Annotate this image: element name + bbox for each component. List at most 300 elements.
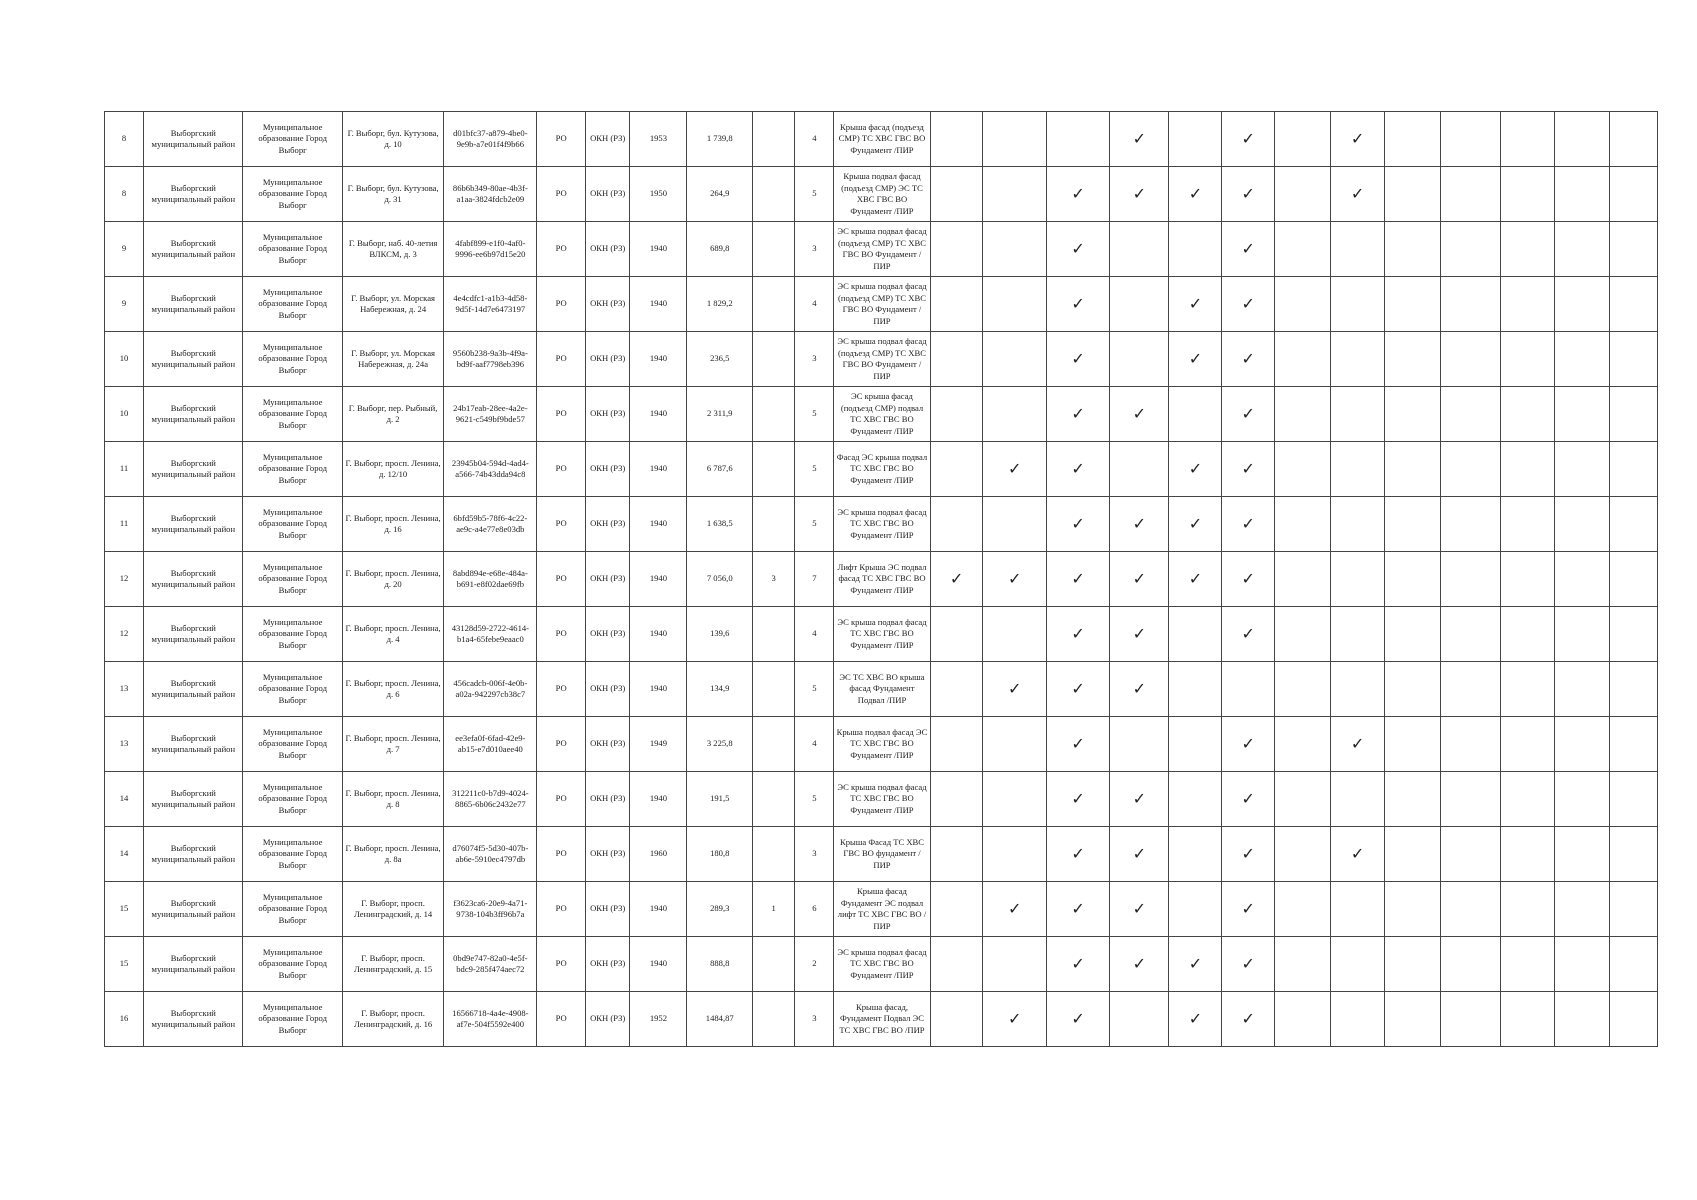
checkmark-icon: ✓ — [1132, 955, 1147, 973]
row-number: 14 — [105, 772, 144, 827]
count-a-cell — [753, 167, 795, 222]
checkmark-icon: ✓ — [1132, 625, 1147, 643]
fund-type-cell: РО — [537, 992, 586, 1047]
count-b-cell: 5 — [795, 442, 834, 497]
count-a-cell — [753, 607, 795, 662]
work-mark-cell — [1110, 552, 1169, 607]
work-mark-cell — [1110, 937, 1169, 992]
checkmark-icon: ✓ — [1132, 130, 1147, 148]
work-mark-cell — [1441, 332, 1501, 387]
work-mark-cell — [1331, 717, 1385, 772]
checkmark-icon: ✓ — [1241, 185, 1255, 203]
work-mark-cell — [1222, 277, 1275, 332]
work-mark-cell — [1110, 772, 1169, 827]
status-cell: ОКН (РЗ) — [586, 662, 630, 717]
checkmark-icon: ✓ — [1071, 680, 1085, 698]
checkmark-icon: ✓ — [1071, 790, 1085, 808]
work-mark-cell — [1385, 662, 1441, 717]
work-mark-cell — [1046, 387, 1109, 442]
work-mark-cell — [930, 662, 983, 717]
checkmark-icon: ✓ — [1241, 845, 1255, 863]
work-mark-cell — [1610, 992, 1658, 1047]
checkmark-icon: ✓ — [1241, 570, 1255, 588]
work-mark-cell — [1385, 937, 1441, 992]
work-mark-cell — [983, 607, 1046, 662]
work-mark-cell — [1275, 717, 1331, 772]
count-b-cell: 4 — [795, 717, 834, 772]
checkmark-icon: ✓ — [1071, 1010, 1085, 1028]
work-mark-cell — [1501, 552, 1555, 607]
work-mark-cell — [1046, 827, 1109, 882]
address-cell: Г. Выборг, пер. Рыбный, д. 2 — [342, 387, 443, 442]
checkmark-icon: ✓ — [1241, 405, 1255, 423]
work-mark-cell — [1275, 772, 1331, 827]
guid-cell: 43128d59-2722-4614-b1a4-65febe9eaac0 — [444, 607, 537, 662]
work-mark-cell — [1385, 442, 1441, 497]
work-mark-cell — [1222, 387, 1275, 442]
address-cell: Г. Выборг, просп. Ленина, д. 6 — [342, 662, 443, 717]
count-a-cell: 3 — [753, 552, 795, 607]
work-mark-cell — [930, 222, 983, 277]
address-cell: Г. Выборг, просп. Ленина, д. 7 — [342, 717, 443, 772]
address-cell: Г. Выборг, просп. Ленина, д. 8а — [342, 827, 443, 882]
district-cell: Выборгский муниципальный район — [144, 222, 243, 277]
work-mark-cell — [1222, 607, 1275, 662]
work-mark-cell — [1331, 937, 1385, 992]
work-mark-cell — [1385, 332, 1441, 387]
checkmark-icon: ✓ — [1132, 680, 1147, 698]
work-mark-cell — [1610, 442, 1658, 497]
fund-type-cell: РО — [537, 772, 586, 827]
work-mark-cell — [1501, 607, 1555, 662]
work-mark-cell — [1275, 112, 1331, 167]
work-mark-cell — [983, 497, 1046, 552]
year-built-cell: 1940 — [630, 277, 687, 332]
municipality-cell: Муниципальное образование Город Выборг — [243, 937, 342, 992]
works-list-cell: ЭС крыша подвал фасад ТС ХВС ГВС ВО Фундамент /ПИР — [834, 607, 930, 662]
fund-type-cell: РО — [537, 552, 586, 607]
fund-type-cell: РО — [537, 442, 586, 497]
work-mark-cell — [1331, 222, 1385, 277]
work-mark-cell — [930, 442, 983, 497]
work-mark-cell — [1110, 442, 1169, 497]
work-mark-cell — [1610, 167, 1658, 222]
address-cell: Г. Выборг, просп. Ленина, д. 20 — [342, 552, 443, 607]
work-mark-cell — [1385, 992, 1441, 1047]
work-mark-cell — [1385, 222, 1441, 277]
work-mark-cell — [1555, 222, 1610, 277]
work-mark-cell — [1046, 992, 1109, 1047]
district-cell: Выборгский муниципальный район — [144, 167, 243, 222]
checkmark-icon: ✓ — [1241, 515, 1255, 533]
fund-type-cell: РО — [537, 662, 586, 717]
work-mark-cell — [1169, 222, 1222, 277]
work-mark-cell — [1046, 772, 1109, 827]
work-mark-cell — [1501, 332, 1555, 387]
count-b-cell: 6 — [795, 882, 834, 937]
work-mark-cell — [1169, 717, 1222, 772]
work-mark-cell — [1331, 332, 1385, 387]
work-mark-cell — [1501, 277, 1555, 332]
checkmark-icon: ✓ — [1132, 900, 1147, 918]
work-mark-cell — [983, 772, 1046, 827]
work-mark-cell — [1385, 772, 1441, 827]
work-mark-cell — [983, 827, 1046, 882]
status-cell: ОКН (РЗ) — [586, 772, 630, 827]
guid-cell: 86b6b349-80ae-4b3f-a1aa-3824fdcb2e09 — [444, 167, 537, 222]
address-cell: Г. Выборг, ул. Морская Набережная, д. 24 — [342, 277, 443, 332]
row-number: 13 — [105, 717, 144, 772]
work-mark-cell — [1275, 222, 1331, 277]
row-number: 8 — [105, 112, 144, 167]
district-cell: Выборгский муниципальный район — [144, 937, 243, 992]
row-number: 15 — [105, 937, 144, 992]
work-mark-cell — [1169, 607, 1222, 662]
work-mark-cell — [930, 827, 983, 882]
work-mark-cell — [1441, 992, 1501, 1047]
work-mark-cell — [1501, 992, 1555, 1047]
work-mark-cell — [1169, 662, 1222, 717]
work-mark-cell — [1610, 607, 1658, 662]
checkmark-icon: ✓ — [1071, 570, 1085, 588]
work-mark-cell — [1331, 277, 1385, 332]
row-number: 12 — [105, 607, 144, 662]
area-cell: 191,5 — [687, 772, 753, 827]
guid-cell: 456cadcb-006f-4e0b-a02a-942297cb38c7 — [444, 662, 537, 717]
work-mark-cell — [1441, 552, 1501, 607]
table-row — [105, 607, 1658, 662]
year-built-cell: 1960 — [630, 827, 687, 882]
count-a-cell — [753, 387, 795, 442]
guid-cell: d76074f5-5d30-407b-ab6e-5910ec4797db — [444, 827, 537, 882]
fund-type-cell: РО — [537, 387, 586, 442]
work-mark-cell — [930, 717, 983, 772]
work-mark-cell — [930, 112, 983, 167]
fund-type-cell: РО — [537, 937, 586, 992]
checkmark-icon: ✓ — [1350, 735, 1365, 753]
work-mark-cell — [930, 497, 983, 552]
work-mark-cell — [1331, 827, 1385, 882]
work-mark-cell — [1169, 827, 1222, 882]
area-cell: 2 311,9 — [687, 387, 753, 442]
status-cell: ОКН (РЗ) — [586, 717, 630, 772]
year-built-cell: 1952 — [630, 992, 687, 1047]
work-mark-cell — [1385, 552, 1441, 607]
municipality-cell: Муниципальное образование Город Выборг — [243, 607, 342, 662]
district-cell: Выборгский муниципальный район — [144, 882, 243, 937]
work-mark-cell — [930, 992, 983, 1047]
work-mark-cell — [1275, 937, 1331, 992]
work-mark-cell — [1610, 497, 1658, 552]
checkmark-icon: ✓ — [1350, 185, 1365, 203]
work-mark-cell — [1501, 772, 1555, 827]
work-mark-cell — [1046, 222, 1109, 277]
count-a-cell — [753, 937, 795, 992]
checkmark-icon: ✓ — [1241, 625, 1255, 643]
work-mark-cell — [1331, 552, 1385, 607]
works-list-cell: Крыша подвал фасад (подъезд СМР) ЭС ТС ХВС ГВС ВО Фундамент /ПИР — [834, 167, 930, 222]
district-cell: Выборгский муниципальный район — [144, 662, 243, 717]
municipality-cell: Муниципальное образование Город Выборг — [243, 442, 342, 497]
address-cell: Г. Выборг, просп. Ленинградский, д. 15 — [342, 937, 443, 992]
fund-type-cell: РО — [537, 882, 586, 937]
count-a-cell — [753, 332, 795, 387]
checkmark-icon: ✓ — [949, 570, 964, 588]
work-mark-cell — [1275, 167, 1331, 222]
work-mark-cell — [1331, 112, 1385, 167]
status-cell: ОКН (РЗ) — [586, 222, 630, 277]
work-mark-cell — [1275, 827, 1331, 882]
checkmark-icon: ✓ — [1132, 790, 1147, 808]
table-row — [105, 937, 1658, 992]
checkmark-icon: ✓ — [1132, 570, 1147, 588]
work-mark-cell — [1169, 112, 1222, 167]
checkmark-icon: ✓ — [1007, 900, 1022, 918]
status-cell: ОКН (РЗ) — [586, 937, 630, 992]
year-built-cell: 1940 — [630, 222, 687, 277]
work-mark-cell — [1110, 277, 1169, 332]
area-cell: 1 739,8 — [687, 112, 753, 167]
count-b-cell: 3 — [795, 222, 834, 277]
works-list-cell: Крыша Фасад ТС ХВС ГВС ВО фундамент /ПИР — [834, 827, 930, 882]
count-a-cell — [753, 442, 795, 497]
address-cell: Г. Выборг, ул. Морская Набережная, д. 24а — [342, 332, 443, 387]
row-number: 8 — [105, 167, 144, 222]
work-mark-cell — [1555, 827, 1610, 882]
row-number: 14 — [105, 827, 144, 882]
fund-type-cell: РО — [537, 827, 586, 882]
work-mark-cell — [1169, 442, 1222, 497]
work-mark-cell — [1275, 882, 1331, 937]
works-list-cell: Крыша фасад, Фундамент Подвал ЭС ТС ХВС ГВС ВО /ПИР — [834, 992, 930, 1047]
row-number: 16 — [105, 992, 144, 1047]
work-mark-cell — [983, 112, 1046, 167]
table-row — [105, 717, 1658, 772]
work-mark-cell — [1110, 167, 1169, 222]
work-mark-cell — [1441, 827, 1501, 882]
area-cell: 1 638,5 — [687, 497, 753, 552]
row-number: 13 — [105, 662, 144, 717]
status-cell: ОКН (РЗ) — [586, 332, 630, 387]
year-built-cell: 1940 — [630, 772, 687, 827]
fund-type-cell: РО — [537, 607, 586, 662]
work-mark-cell — [1110, 387, 1169, 442]
work-mark-cell — [983, 662, 1046, 717]
count-b-cell: 7 — [795, 552, 834, 607]
fund-type-cell: РО — [537, 717, 586, 772]
address-cell: Г. Выборг, бул. Кутузова, д. 31 — [342, 167, 443, 222]
work-mark-cell — [1610, 387, 1658, 442]
work-mark-cell — [1610, 827, 1658, 882]
work-mark-cell — [1441, 772, 1501, 827]
count-b-cell: 3 — [795, 992, 834, 1047]
work-mark-cell — [1501, 442, 1555, 497]
year-built-cell: 1940 — [630, 607, 687, 662]
guid-cell: 4fabf899-e1f0-4af0-9996-ee6b97d15e20 — [444, 222, 537, 277]
fund-type-cell: РО — [537, 112, 586, 167]
work-mark-cell — [1222, 992, 1275, 1047]
work-mark-cell — [1555, 552, 1610, 607]
municipality-cell: Муниципальное образование Город Выборг — [243, 332, 342, 387]
work-mark-cell — [1555, 112, 1610, 167]
year-built-cell: 1949 — [630, 717, 687, 772]
work-mark-cell — [1441, 387, 1501, 442]
district-cell: Выборгский муниципальный район — [144, 277, 243, 332]
works-list-cell: Крыша фасад Фундамент ЭС подвал лифт ТС ХВС ГВС ВО /ПИР — [834, 882, 930, 937]
row-number: 11 — [105, 497, 144, 552]
checkmark-icon: ✓ — [1350, 845, 1365, 863]
work-mark-cell — [1385, 827, 1441, 882]
work-mark-cell — [1501, 882, 1555, 937]
guid-cell: 312211c0-b7d9-4024-8865-6b06c2432e77 — [444, 772, 537, 827]
checkmark-icon: ✓ — [1241, 790, 1255, 808]
municipality-cell: Муниципальное образование Город Выборг — [243, 277, 342, 332]
works-list-cell: Крыша фасад (подъезд СМР) ТС ХВС ГВС ВО Фундамент /ПИР — [834, 112, 930, 167]
area-cell: 7 056,0 — [687, 552, 753, 607]
checkmark-icon: ✓ — [1071, 405, 1085, 423]
work-mark-cell — [1501, 662, 1555, 717]
guid-cell: 8abd894e-e68e-484a-b691-e8f02dae69fb — [444, 552, 537, 607]
works-list-cell: Фасад ЭС крыша подвал ТС ХВС ГВС ВО Фундамент /ПИР — [834, 442, 930, 497]
work-mark-cell — [1610, 772, 1658, 827]
work-mark-cell — [1169, 332, 1222, 387]
area-cell: 139,6 — [687, 607, 753, 662]
work-mark-cell — [1222, 882, 1275, 937]
work-mark-cell — [1441, 442, 1501, 497]
status-cell: ОКН (РЗ) — [586, 277, 630, 332]
count-a-cell — [753, 827, 795, 882]
work-mark-cell — [1385, 607, 1441, 662]
work-mark-cell — [1610, 332, 1658, 387]
checkmark-icon: ✓ — [1071, 735, 1085, 753]
table-row — [105, 332, 1658, 387]
area-cell: 264,9 — [687, 167, 753, 222]
year-built-cell: 1940 — [630, 442, 687, 497]
count-b-cell: 4 — [795, 112, 834, 167]
work-mark-cell — [1169, 552, 1222, 607]
checkmark-icon: ✓ — [1188, 460, 1203, 478]
checkmark-icon: ✓ — [1071, 625, 1085, 643]
district-cell: Выборгский муниципальный район — [144, 827, 243, 882]
work-mark-cell — [1331, 992, 1385, 1047]
work-mark-cell — [1555, 992, 1610, 1047]
count-a-cell — [753, 112, 795, 167]
row-number: 15 — [105, 882, 144, 937]
work-mark-cell — [1441, 882, 1501, 937]
year-built-cell: 1940 — [630, 552, 687, 607]
count-b-cell: 3 — [795, 827, 834, 882]
work-mark-cell — [1046, 277, 1109, 332]
checkmark-icon: ✓ — [1132, 845, 1147, 863]
guid-cell: 9560b238-9a3b-4f9a-bd9f-aaf7798eb396 — [444, 332, 537, 387]
checkmark-icon: ✓ — [1188, 955, 1203, 973]
table-row — [105, 662, 1658, 717]
work-mark-cell — [1046, 662, 1109, 717]
checkmark-icon: ✓ — [1007, 680, 1022, 698]
guid-cell: 0bd9e747-82a0-4e5f-bdc9-285f474aec72 — [444, 937, 537, 992]
year-built-cell: 1940 — [630, 387, 687, 442]
work-mark-cell — [1385, 277, 1441, 332]
work-mark-cell — [1501, 167, 1555, 222]
work-mark-cell — [1275, 497, 1331, 552]
status-cell: ОКН (РЗ) — [586, 497, 630, 552]
work-mark-cell — [1046, 497, 1109, 552]
work-mark-cell — [1110, 827, 1169, 882]
work-mark-cell — [983, 442, 1046, 497]
year-built-cell: 1950 — [630, 167, 687, 222]
checkmark-icon: ✓ — [1188, 515, 1203, 533]
work-mark-cell — [1110, 882, 1169, 937]
housing-register-table — [104, 111, 1658, 1047]
work-mark-cell — [1555, 937, 1610, 992]
work-mark-cell — [1110, 717, 1169, 772]
municipality-cell: Муниципальное образование Город Выборг — [243, 387, 342, 442]
table-row — [105, 552, 1658, 607]
work-mark-cell — [1222, 442, 1275, 497]
work-mark-cell — [1169, 497, 1222, 552]
table-row — [105, 387, 1658, 442]
table-row — [105, 277, 1658, 332]
work-mark-cell — [930, 772, 983, 827]
count-a-cell — [753, 772, 795, 827]
checkmark-icon: ✓ — [1188, 1010, 1203, 1028]
work-mark-cell — [1046, 717, 1109, 772]
works-list-cell: ЭС крыша подвал фасад (подъезд СМР) ТС ХВС ГВС ВО Фундамент /ПИР — [834, 222, 930, 277]
checkmark-icon: ✓ — [1188, 295, 1203, 313]
checkmark-icon: ✓ — [1241, 240, 1255, 258]
work-mark-cell — [1222, 937, 1275, 992]
checkmark-icon: ✓ — [1132, 515, 1147, 533]
year-built-cell: 1940 — [630, 497, 687, 552]
checkmark-icon: ✓ — [1007, 570, 1022, 588]
area-cell: 689,8 — [687, 222, 753, 277]
work-mark-cell — [1441, 222, 1501, 277]
count-b-cell: 5 — [795, 497, 834, 552]
district-cell: Выборгский муниципальный район — [144, 717, 243, 772]
address-cell: Г. Выборг, просп. Ленина, д. 8 — [342, 772, 443, 827]
work-mark-cell — [1385, 882, 1441, 937]
fund-type-cell: РО — [537, 167, 586, 222]
work-mark-cell — [1275, 552, 1331, 607]
table-row — [105, 167, 1658, 222]
fund-type-cell: РО — [537, 497, 586, 552]
work-mark-cell — [1046, 607, 1109, 662]
work-mark-cell — [983, 167, 1046, 222]
work-mark-cell — [1501, 717, 1555, 772]
checkmark-icon: ✓ — [1241, 900, 1255, 918]
work-mark-cell — [1169, 992, 1222, 1047]
work-mark-cell — [930, 277, 983, 332]
work-mark-cell — [1110, 332, 1169, 387]
municipality-cell: Муниципальное образование Город Выборг — [243, 882, 342, 937]
work-mark-cell — [983, 937, 1046, 992]
address-cell: Г. Выборг, просп. Ленина, д. 12/10 — [342, 442, 443, 497]
status-cell: ОКН (РЗ) — [586, 442, 630, 497]
work-mark-cell — [1441, 607, 1501, 662]
work-mark-cell — [1501, 937, 1555, 992]
row-number: 10 — [105, 387, 144, 442]
work-mark-cell — [1046, 442, 1109, 497]
area-cell: 180,8 — [687, 827, 753, 882]
work-mark-cell — [1275, 387, 1331, 442]
row-number: 12 — [105, 552, 144, 607]
work-mark-cell — [1441, 112, 1501, 167]
work-mark-cell — [1046, 112, 1109, 167]
work-mark-cell — [1441, 717, 1501, 772]
status-cell: ОКН (РЗ) — [586, 882, 630, 937]
work-mark-cell — [1046, 882, 1109, 937]
municipality-cell: Муниципальное образование Город Выборг — [243, 167, 342, 222]
